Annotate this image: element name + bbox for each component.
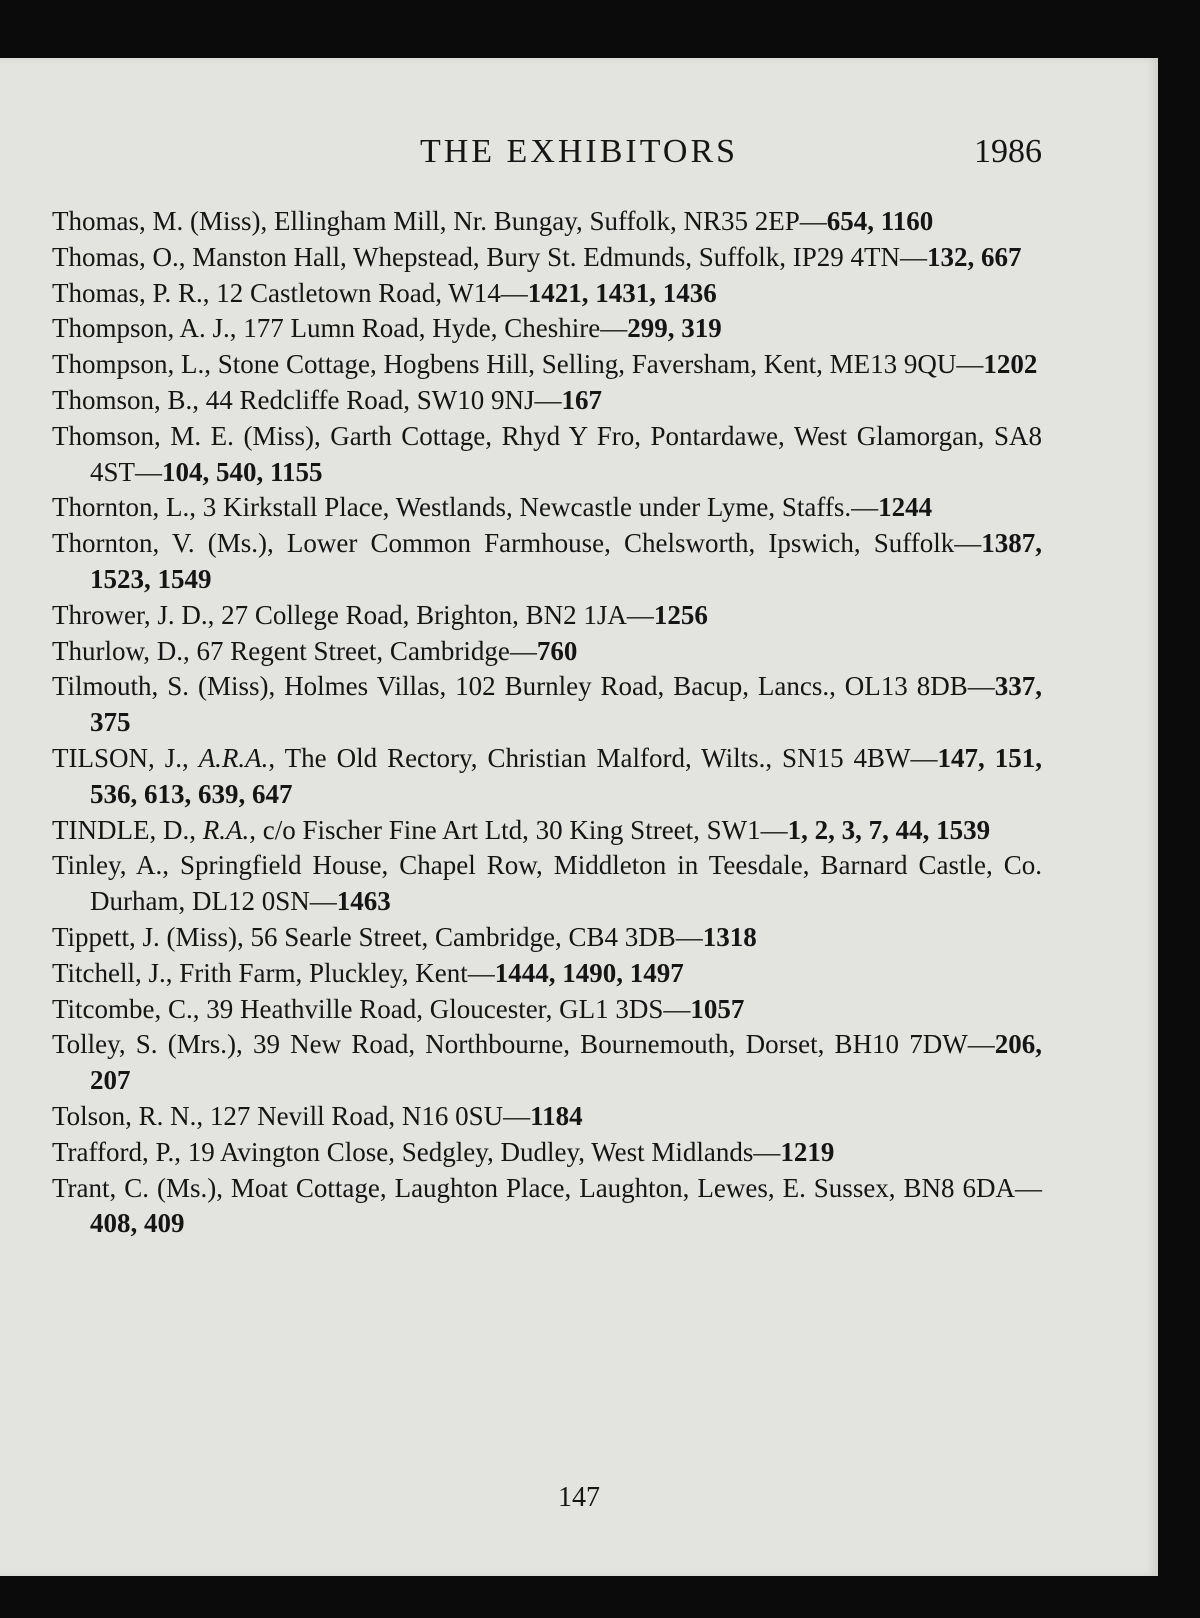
list-item: Tinley, A., Springfield House, Chapel Row, Middleton in Teesdale, Barnard Castle, Co. Durham, DL12 0SN—1463 <box>52 850 1042 917</box>
list-item: Thomas, P. R., 12 Castletown Road, W14—1421, 1431, 1436 <box>52 277 717 308</box>
list-item: Titchell, J., Frith Farm, Pluckley, Kent—1444, 1490, 1497 <box>52 957 684 988</box>
header-year: 1986 <box>974 133 1042 170</box>
list-item: Thrower, J. D., 27 College Road, Brighton, BN2 1JA—1256 <box>52 599 708 630</box>
list-item: Thornton, V. (Ms.), Lower Common Farmhouse, Chelsworth, Ipswich, Suffolk—1387, 1523, 1549 <box>52 528 1042 594</box>
page-title: THE EXHIBITORS <box>419 133 739 170</box>
list-item: Thompson, A. J., 177 Lumn Road, Hyde, Cheshire—299, 319 <box>52 313 722 344</box>
list-item: TINDLE, D., R.A., c/o Fischer Fine Art Ltd, 30 King Street, SW1—1, 2, 3, 7, 44, 1539 <box>52 814 991 845</box>
list-item: Thomson, B., 44 Redcliffe Road, SW10 9NJ—167 <box>52 384 602 415</box>
list-item: Tolley, S. (Mrs.), 39 New Road, Northbourne, Bournemouth, Dorset, BH10 7DW—206, 207 <box>52 1029 1042 1096</box>
list-item: Titcombe, C., 39 Heathville Road, Gloucester, GL1 3DS—1057 <box>52 993 745 1024</box>
list-item: Thornton, L., 3 Kirkstall Place, Westlands, Newcastle under Lyme, Staffs.—1244 <box>52 492 933 523</box>
page-number: 147 <box>558 1482 600 1513</box>
book-page <box>0 58 1158 1576</box>
list-item: Trant, C. (Ms.), Moat Cottage, Laughton Place, Laughton, Lewes, E. Sussex, BN8 6DA—408, 409 <box>52 1172 1042 1239</box>
list-item: Trafford, P., 19 Avington Close, Sedgley, Dudley, West Midlands—1219 <box>52 1136 835 1167</box>
list-item: Thomas, M. (Miss), Ellingham Mill, Nr. Bungay, Suffolk, NR35 2EP—654, 1160 <box>52 206 934 236</box>
list-item: Tippett, J. (Miss), 56 Searle Street, Cambridge, CB4 3DB—1318 <box>52 921 757 952</box>
list-item: TILSON, J., A.R.A., The Old Rectory, Christian Malford, Wilts., SN15 4BW—147, 151, 536, 613, 639, 647 <box>52 742 1042 809</box>
list-item: Tolson, R. N., 127 Nevill Road, N16 0SU—1184 <box>52 1100 583 1131</box>
list-item: Thompson, L., Stone Cottage, Hogbens Hill, Selling, Faversham, Kent, ME13 9QU—1202 <box>52 349 1038 380</box>
exhibitor-list <box>52 204 1042 1242</box>
list-item: Thomson, M. E. (Miss), Garth Cottage, Rhyd Y Fro, Pontardawe, West Glamorgan, SA8 4ST—104, 540, 1155 <box>52 420 1042 487</box>
list-item: Tilmouth, S. (Miss), Holmes Villas, 102 Burnley Road, Bacup, Lancs., OL13 8DB—337, 375 <box>52 671 1042 738</box>
list-item: Thomas, O., Manston Hall, Whepstead, Bury St. Edmunds, Suffolk, IP29 4TN—132, 667 <box>52 241 1022 272</box>
page-header <box>0 133 1158 183</box>
list-item: Thurlow, D., 67 Regent Street, Cambridge—760 <box>52 635 578 666</box>
